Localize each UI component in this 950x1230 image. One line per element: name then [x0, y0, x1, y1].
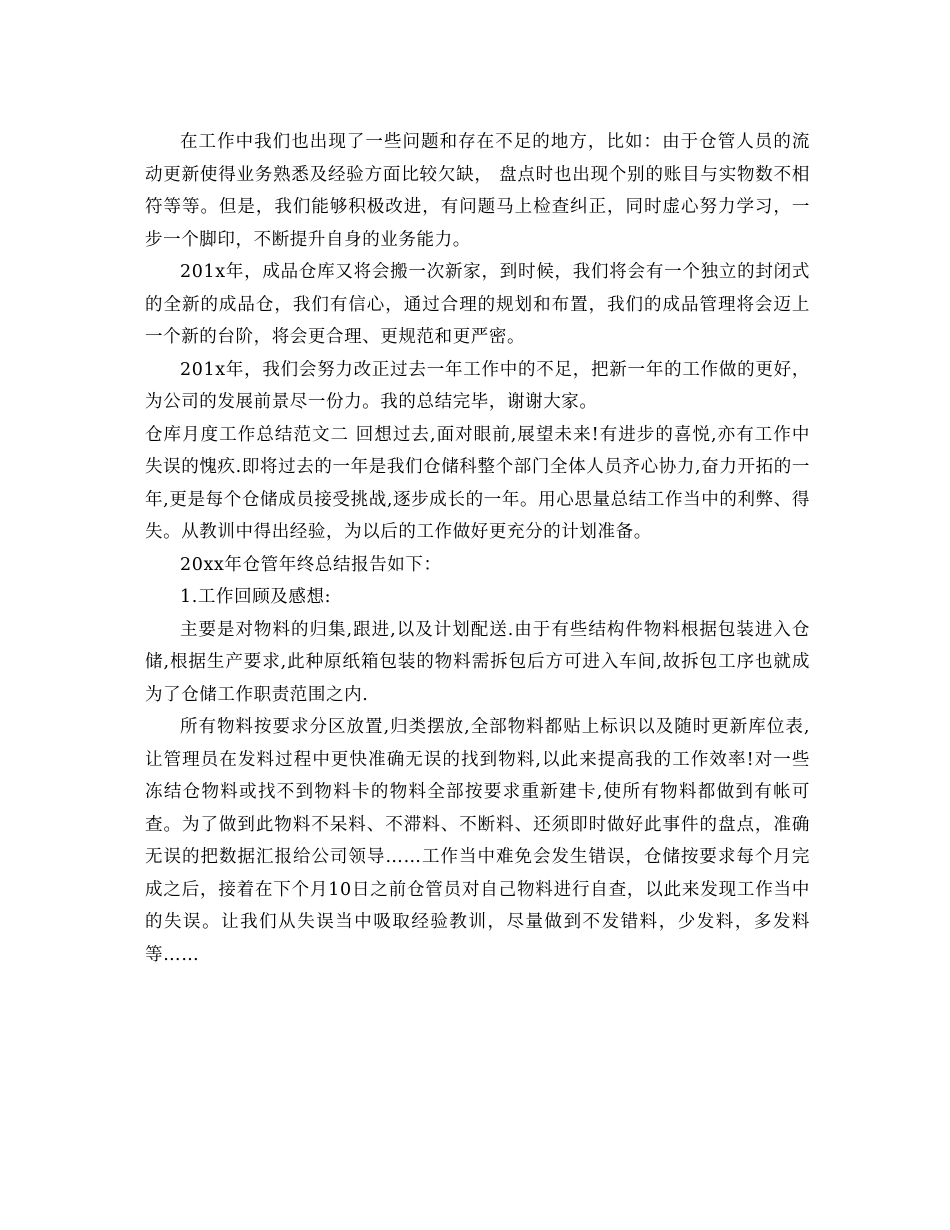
paragraph-new-warehouse: 201x年，成品仓库又将会搬一次新家，到时候，我们将会有一个独立的封闭式的全新的成品仓，我们有信心，通过合理的规划和布置，我们的成品管理将会迈上一个新的台阶，将会更合理、更规范和更严密。 — [145, 262, 810, 347]
paragraph-material-handling: 主要是对物料的归集,跟进,以及计划配送.由于有些结构件物料根据包装进入仓储,根据生产要求,此种原纸箱包装的物料需拆包后方可进入车间,故拆包工序也就成为了仓储工作职责范围之内. — [145, 619, 810, 705]
paragraph-closing: 201x年，我们会努力改正过去一年工作中的不足，把新一年的工作做的更好，为公司的发展前景尽一份力。我的总结完毕，谢谢大家。 — [145, 359, 810, 412]
paragraph-material-management: 所有物料按要求分区放置,归类摆放,全部物料都贴上标识以及随时更新库位表,让管理员在发料过程中更快准确无误的找到物料,以此来提高我的工作效率!对一些冻结仓物料或找不到物料卡的物料全部按要求重新建卡,使所有物料都做到有帐可查。为了做到此物料不呆料、不滞料、不断料、还须即时做好此事件的盘点，准确无误的把数据汇报给公司领导……工作当中难免会发生错误，仓储按要求每个月完成之后，接着在下个月10日之前仓管员对自己物料进行自查，以此来发现工作当中的失误。让我们从失误当中吸取经验教训，尽量做到不发错料，少发料，多发料等…… — [145, 717, 810, 965]
paragraph-sample-two-intro: 仓库月度工作总结范文二 回想过去,面对眼前,展望未来!有进步的喜悦,亦有工作中失误的愧疚.即将过去的一年是我们仓储科整个部门全体人员齐心协力,奋力开拓的一年,更是每个仓储成员接受挑战,逐步成长的一年。用心思量总结工作当中的利弊、得失。从教训中得出经验，为以后的工作做好更充分的计划准备。 — [145, 424, 810, 542]
paragraph-report-heading: 20xx年仓管年终总结报告如下： — [180, 554, 442, 575]
paragraph-problems: 在工作中我们也出现了一些问题和存在不足的地方，比如：由于仓管人员的流动更新使得业务熟悉及经验方面比较欠缺， 盘点时也出现个别的账目与实物数不相符等等。但是，我们能够积极改进，有问题马上检查纠正，同时虚心努力学习，一步一个脚印，不断提升自身的业务能力。 — [145, 132, 810, 250]
document-body — [145, 126, 810, 971]
paragraph-section-heading: 1.工作回顾及感想: — [180, 587, 332, 607]
